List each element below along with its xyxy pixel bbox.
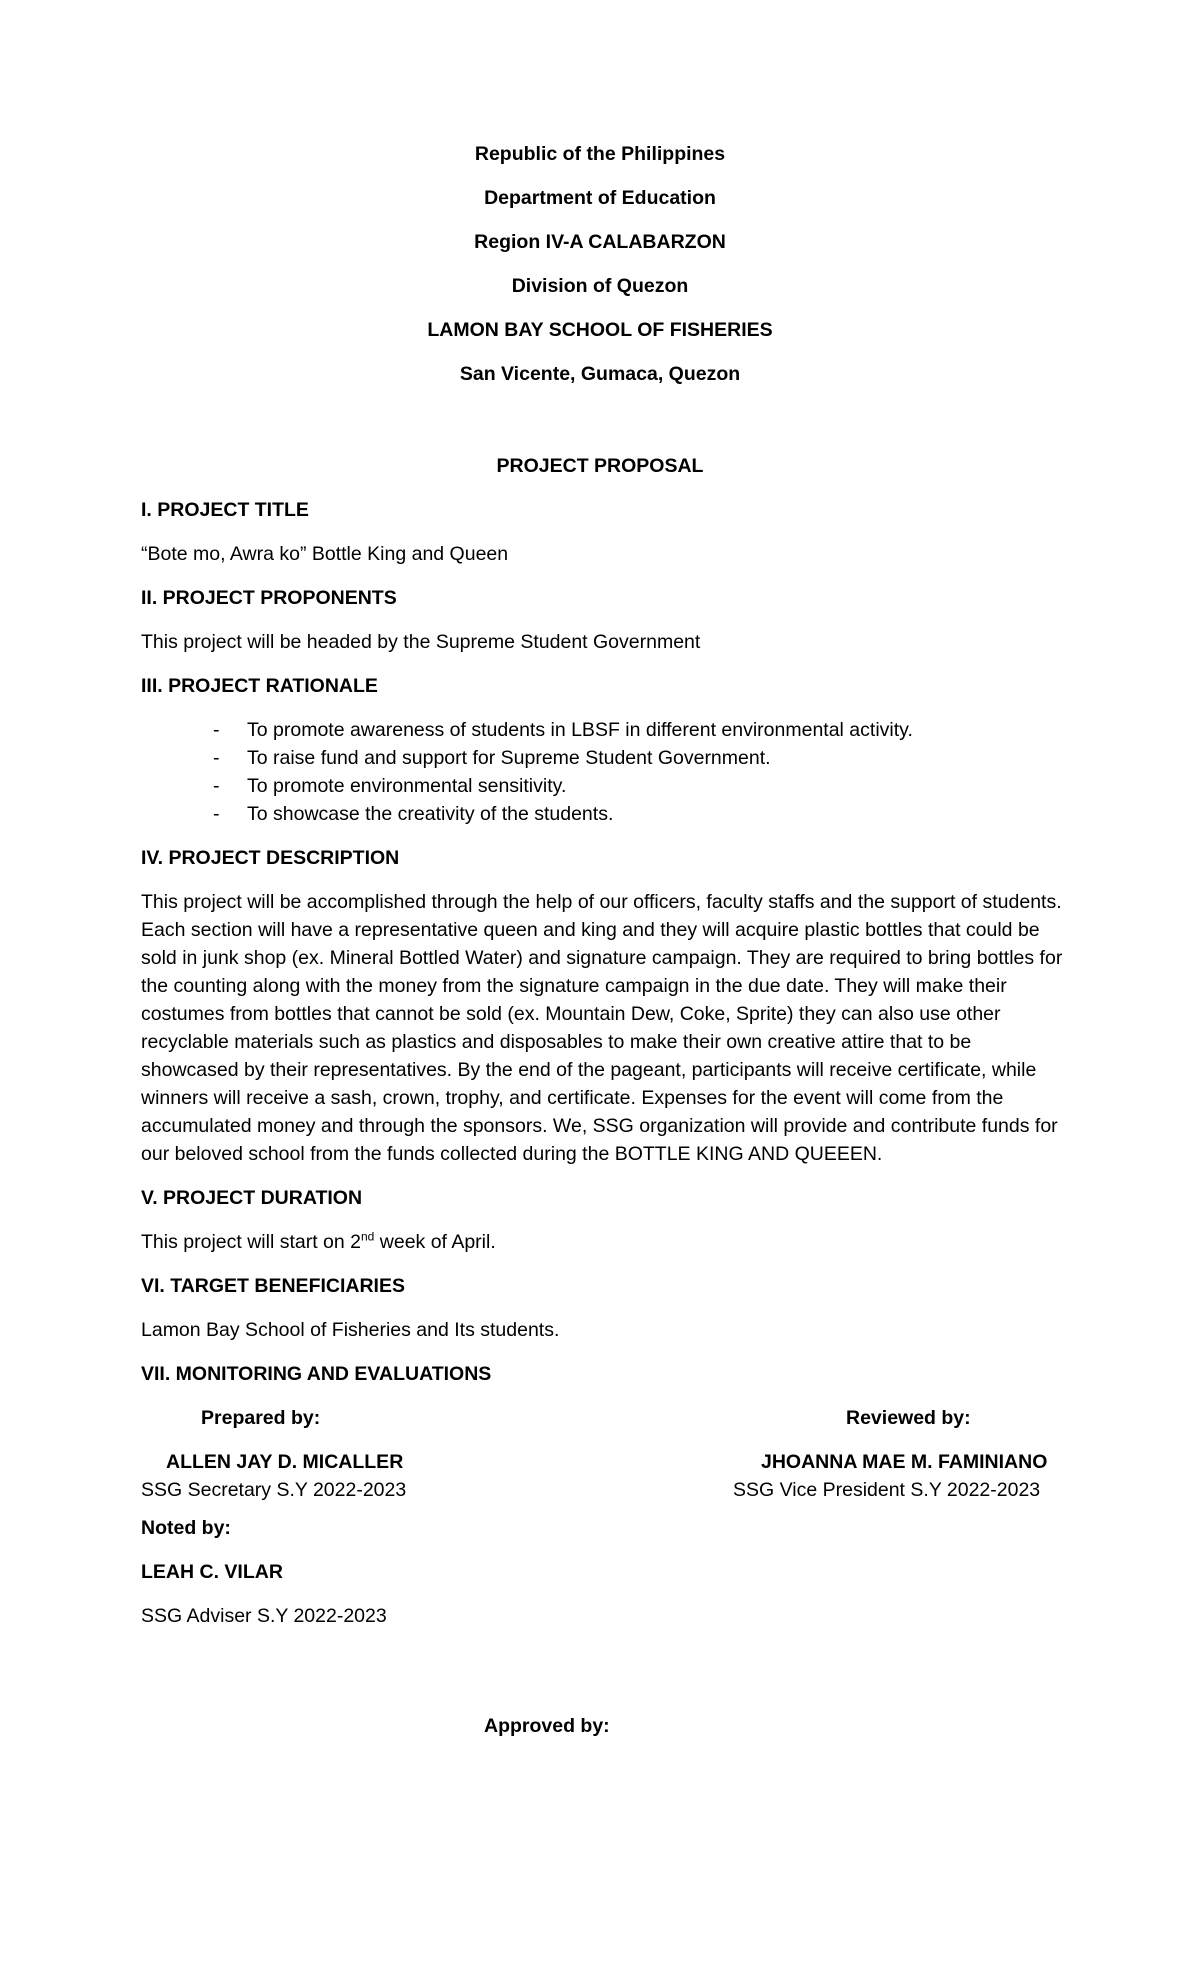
rationale-item: - To promote awareness of students in LBSF in different environmental activity.: [213, 716, 1071, 744]
rationale-item: - To raise fund and support for Supreme Student Government.: [213, 744, 1071, 772]
rationale-item: - To promote environmental sensitivity.: [213, 772, 1071, 800]
noted-by-label: Noted by:: [141, 1517, 231, 1539]
prepared-by-label: Prepared by:: [201, 1407, 321, 1429]
proposal-body: [141, 496, 1071, 1646]
duration-ordinal-suffix: nd: [361, 1229, 375, 1244]
prepared-by-role: SSG Secretary S.Y 2022-2023: [141, 1479, 407, 1501]
section-heading-duration: V. PROJECT DURATION: [141, 1187, 363, 1209]
proponents-text: This project will be headed by the Supreme Student Government: [141, 631, 701, 653]
reviewed-by-role: SSG Vice President S.Y 2022-2023: [733, 1479, 1041, 1501]
rationale-item: - To showcase the creativity of the students.: [213, 800, 1071, 828]
header-school: LAMON BAY SCHOOL OF FISHERIES: [427, 319, 773, 341]
reviewed-by-name: JHOANNA MAE M. FAMINIANO: [761, 1451, 1048, 1473]
header-region: Region IV-A CALABARZON: [474, 231, 726, 253]
section-heading-description: IV. PROJECT DESCRIPTION: [141, 847, 400, 869]
duration-text-start: This project will start on 2: [141, 1231, 361, 1253]
duration-text: [141, 1228, 1071, 1256]
project-title-text: “Bote mo, Awra ko” Bottle King and Queen: [141, 543, 509, 565]
section-heading-proponents: II. PROJECT PROPONENTS: [141, 587, 397, 609]
prepared-by-name: ALLEN JAY D. MICALLER: [166, 1451, 404, 1473]
prepared-by-block: [141, 1404, 461, 1504]
letterhead: [0, 140, 1200, 404]
signature-row: [141, 1404, 1071, 1508]
header-department: Department of Education: [484, 187, 716, 209]
reviewed-by-label: Reviewed by:: [846, 1407, 971, 1429]
header-address: San Vicente, Gumaca, Quezon: [459, 363, 741, 385]
reviewed-by-block: [733, 1404, 1071, 1504]
approved-by-label: Approved by:: [484, 1715, 610, 1737]
section-heading-monitoring: VII. MONITORING AND EVALUATIONS: [141, 1363, 492, 1385]
section-heading-beneficiaries: VI. TARGET BENEFICIARIES: [141, 1275, 405, 1297]
beneficiaries-text: Lamon Bay School of Fisheries and Its students.: [141, 1319, 560, 1341]
rationale-list: [141, 716, 1071, 828]
noted-by-name: LEAH C. VILAR: [141, 1561, 283, 1583]
header-division: Division of Quezon: [511, 275, 689, 297]
duration-text-end: week of April.: [374, 1231, 496, 1253]
description-text: This project will be accomplished through the help of our officers, faculty staffs and the support of students. Each section will have a representative queen and king and they will acquire plastic bottles that could be sold in junk shop (ex. Mineral Bottled Water) and signature campaign. They are required to bring bottles for the counting along with the money from the signature campaign in the due date. They will make their costumes from bottles that cannot be sold (ex. Mountain Dew, Coke, Sprite) they can also use other recyclable materials such as plastics and disposables to make their own creative attire that to be showcased by their representatives. By the end of the pageant, participants will receive certificate, while winners will receive a sash, crown, trophy, and certificate. Expenses for the event will come from the accumulated money and through the sponsors. We, SSG organization will provide and contribute funds for our beloved school from the funds collected during the BOTTLE KING AND QUEEEN.: [141, 891, 1063, 1165]
document-title: PROJECT PROPOSAL: [496, 455, 704, 477]
section-heading-title: I. PROJECT TITLE: [141, 499, 309, 521]
header-country: Republic of the Philippines: [474, 143, 726, 165]
noted-by-role: SSG Adviser S.Y 2022-2023: [141, 1605, 387, 1627]
section-heading-rationale: III. PROJECT RATIONALE: [141, 675, 378, 697]
